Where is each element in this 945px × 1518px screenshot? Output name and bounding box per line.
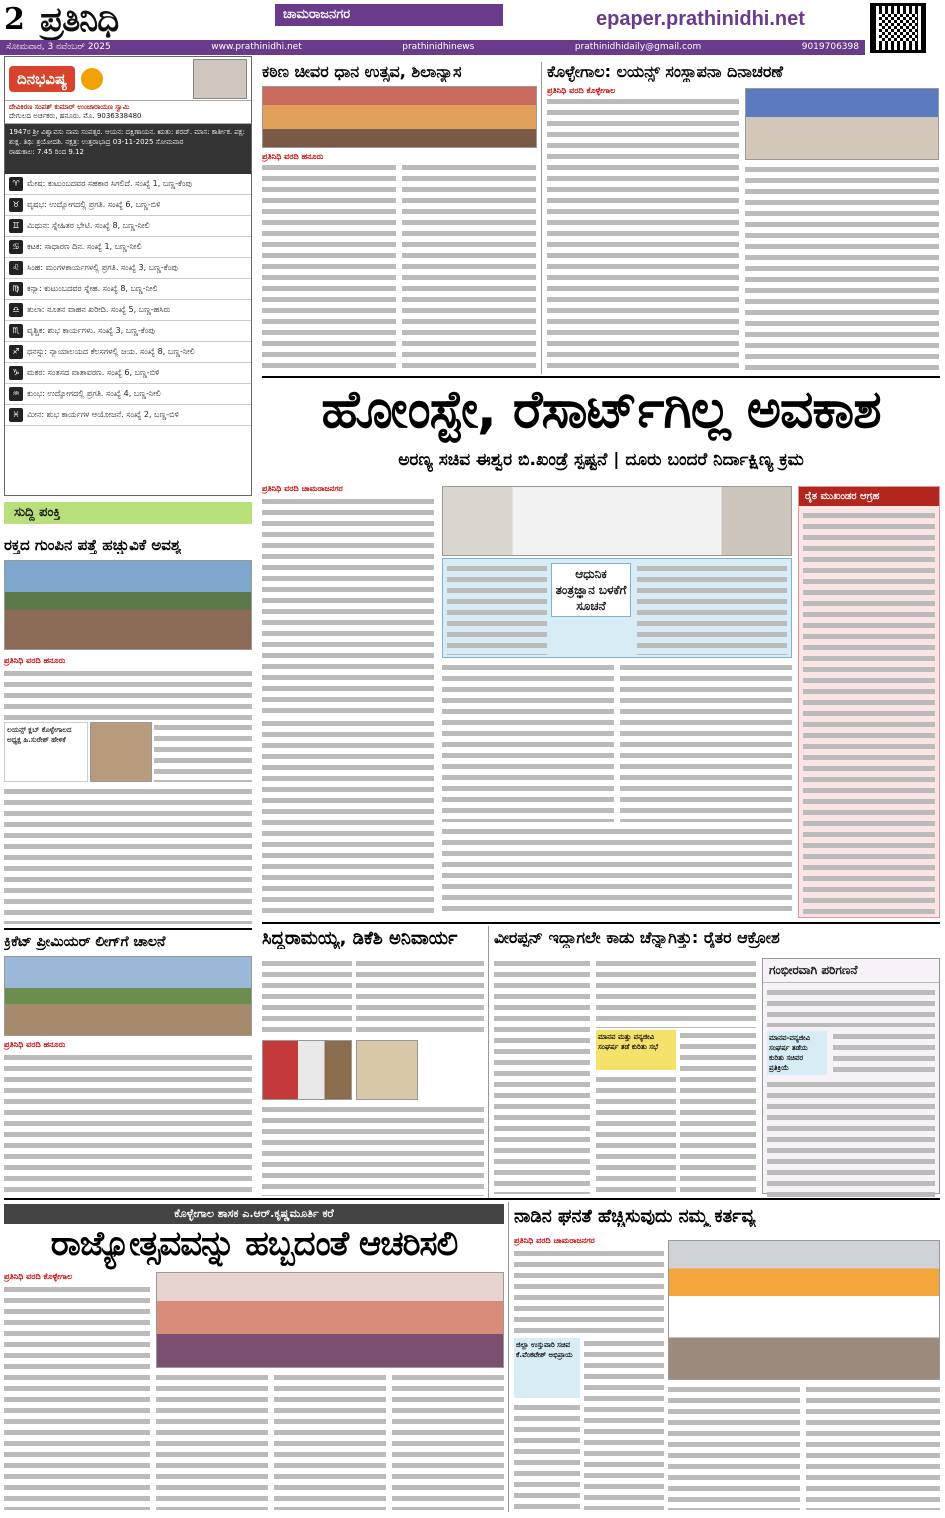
horoscope-text: ಮೀನ: ಶುಭ ಕಾರ್ಯಗಳ ಆಯೋಜನೆ. ಸಂಖ್ಯೆ 2, ಬಣ್ಣ-ಬಿಳಿ: [27, 410, 179, 419]
story-s5-body-2: [356, 958, 484, 1038]
zodiac-icon: ♏: [9, 324, 23, 338]
story-s6-body-4: [596, 1074, 676, 1194]
zodiac-icon: ♎: [9, 303, 23, 317]
lead-subhead: ಅರಣ್ಯ ಸಚಿವ ಈಶ್ವರ ಬಿ.ಖಂಡ್ರೆ ಸ್ಪಷ್ಟನೆ | ದೂರು ಬಂದರೆ ನಿರ್ದಾಕ್ಷಿಣ್ಯ ಕ್ರಮ: [398, 450, 804, 470]
story-s6b-headline: ಗಂಭೀರವಾಗಿ ಪರಿಗಣನೆ: [763, 959, 939, 983]
story-s5-headline: ಸಿದ್ದರಾಮಯ್ಯ, ಡಿಕೆಶಿ ಅನಿವಾರ್ಯ: [262, 928, 458, 949]
lead-body-2: [442, 662, 614, 822]
farmer-box: [798, 486, 940, 918]
horoscope-text: ಮಕರ: ಸಂತಸದ ವಾತಾವರಣ. ಸಂಖ್ಯೆ 6, ಬಣ್ಣ-ಬಿಳಿ: [27, 368, 160, 377]
horoscope-row: [5, 363, 251, 384]
story-s6-body: [494, 958, 590, 1194]
page-number: 2: [4, 2, 25, 37]
zodiac-icon: ♌: [9, 261, 23, 275]
horoscope-row: [5, 216, 251, 237]
story-s7-body-3: [274, 1372, 386, 1510]
astrologer-photo: [193, 59, 247, 99]
story-s8-photo: [668, 1240, 940, 1380]
story-s1-body-2: [402, 162, 536, 372]
phone-number: 9019706398: [801, 42, 859, 52]
horoscope-title: ದಿನಭವಿಷ್ಯ: [9, 66, 75, 92]
story-s8-byline: ಪ್ರತಿನಿಧಿ ವರದಿ ಚಾಮರಾಜನಗರ: [514, 1236, 595, 1245]
story-s7-body: [4, 1284, 150, 1510]
horoscope-text: ಕನ್ಯಾ: ಕುಟುಂಬದವರ ಸ್ನೇಹ. ಸಂಖ್ಯೆ 8, ಬಣ್ಣ-ನೀಲಿ: [27, 284, 158, 293]
story-s6-headline: ವೀರಪ್ಪನ್ ಇದ್ದಾಗಲೇ ಕಾಡು ಚೆನ್ನಾಗಿತ್ತು: ರೈತರ ಆಕ್ರೋಶ: [494, 928, 780, 947]
rahukala-text: ರಾಹುಕಾಲ: 7.45 ರಿಂದ 9.12: [9, 148, 84, 156]
lead-body: [262, 496, 434, 714]
horoscope-row: [5, 321, 251, 342]
horoscope-text: ಧನಸ್ಸು: ನ್ಯಾಯಾಲಯದ ಕೆಲಸಗಳಲ್ಲಿ ಜಯ. ಸಂಖ್ಯೆ 8, ಬಣ್ಣ-ನೀಲಿ: [27, 347, 195, 356]
horoscope-text: ಕಟಕ: ಸಾಧಾರಣ ದಿನ. ಸಂಖ್ಯೆ 1, ಬಣ್ಣ-ನೀಲಿ: [27, 242, 142, 251]
story-s1-photo: [262, 86, 537, 148]
story-s3-portrait: [90, 722, 152, 782]
story-s7-body-2: [156, 1372, 268, 1510]
story-s2-body: [547, 96, 739, 372]
story-s7-kicker: ಕೊಳ್ಳೇಗಾಲ ಶಾಸಕ ಎ.ಆರ್.ಕೃಷ್ಣಮೂರ್ತಿ ಕರೆ: [4, 1204, 504, 1224]
zodiac-icon: ♊: [9, 219, 23, 233]
story-s3-body: [4, 668, 252, 720]
horoscope-row: [5, 300, 251, 321]
farmer-box-label: ರೈತ ಮುಖಂಡರ ಆಗ್ರಹ: [799, 487, 939, 506]
lead-info-box: [442, 558, 792, 658]
story-s5-body: [262, 958, 352, 1038]
story-s2-byline: ಪ್ರತಿನಿಧಿ ವರದಿ ಕೊಳ್ಳೇಗಾಲ: [547, 86, 616, 95]
qr-code-icon[interactable]: [870, 3, 926, 53]
story-s6b-callout: ಮಾನವ-ವನ್ಯಜೀವಿ ಸಂಘರ್ಷ ತಡೆಯ ಕುರಿತು ಸಚಿವರ ಪ್ರತಿಕ್ರಿಯೆ: [767, 1031, 827, 1075]
story-s2-photo: [745, 88, 939, 160]
epaper-link[interactable]: epaper.prathinidhi.net: [596, 8, 805, 30]
horoscope-panel: [4, 56, 252, 496]
website-link[interactable]: www.prathinidhi.net: [211, 42, 302, 52]
social-handle[interactable]: prathinidhinews: [402, 42, 475, 52]
story-s4-headline: ಕ್ರಿಕೆಟ್ ಪ್ರೀಮಿಯರ್ ಲೀಗ್‌ಗೆ ಚಾಲನೆ: [4, 934, 166, 950]
zodiac-icon: ♐: [9, 345, 23, 359]
horoscope-row: [5, 174, 251, 195]
horoscope-list: [5, 174, 251, 426]
story-s1-byline: ಪ್ರತಿನಿಧಿ ವರದಿ ಹನೂರು: [262, 152, 324, 161]
story-s8-body-3: [514, 1402, 580, 1510]
newspaper-logo: ಪ್ರತಿನಿಧಿ: [40, 0, 119, 40]
story-s8-body-2: [584, 1338, 664, 1510]
zodiac-icon: ♒: [9, 387, 23, 401]
horoscope-text: ವೃಶ್ಚಿಕ: ಶುಭ ಕಾರ್ಯಗಳು. ಸಂಖ್ಯೆ 3, ಬಣ್ಣ-ಕೆಂಪು: [27, 326, 155, 335]
story-s5-body-3: [262, 1104, 484, 1196]
zodiac-icon: ♑: [9, 366, 23, 380]
edition-label: ಚಾಮರಾಜನಗರ: [275, 4, 503, 26]
story-s1-body: [262, 162, 396, 372]
story-s5-photo: [262, 1040, 352, 1100]
story-s6-body-2: [596, 958, 756, 1028]
story-s8-callout: ಜಿಲ್ಲಾ ಉಸ್ತುವಾರಿ ಸಚಿವ ಕೆ.ವೆಂಕಟೇಶ್ ಅಭಿಪ್ರಾಯ: [514, 1338, 580, 1398]
story-s6b-box: [762, 958, 940, 1194]
panchang-text: 1947ರ ಶ್ರೀ ವಿಶ್ವಾವಸು ನಾಮ ಸಂವತ್ಸರ. ಆಯನ: ದಕ್ಷಿಣಾಯನ. ಋತು: ಶರದ್. ಮಾಸ: ಕಾರ್ತೀಕ. ಪಕ್ಷ: ಶುಕ್ಲ. ತಿಥಿ: ತ್ರಯೋದಶಿ. ನಕ್ಷತ್ರ: ಉತ್ತರಾಭಾದ್ರ 03-11-2025 ಸೋಮವಾರ: [9, 128, 245, 146]
horoscope-row: [5, 279, 251, 300]
story-s7-body-4: [392, 1372, 504, 1510]
story-s8-body: [514, 1248, 664, 1334]
zodiac-icon: ♋: [9, 240, 23, 254]
story-s2-body-2: [745, 164, 939, 372]
info-bar: [0, 40, 865, 55]
horoscope-author-place: ದೇಗುಲದ ಅರ್ಚಕರು, ಹನೂರು. ಮೊ. 9036338480: [9, 112, 142, 120]
story-s2-headline: ಕೊಳ್ಳೇಗಾಲ: ಲಯನ್ಸ್ ಸಂಸ್ಥಾಪನಾ ದಿನಾಚರಣೆ: [547, 62, 783, 81]
story-s6-body-3: [680, 1030, 756, 1194]
issue-date: ಸೋಮವಾರ, 3 ನವೆಂಬರ್ 2025: [6, 42, 111, 52]
sun-icon: [81, 68, 103, 90]
story-s3-headline: ರಕ್ತದ ಗುಂಪಿನ ಪತ್ತೆ ಹಚ್ಚುವಿಕೆ ಅವಶ್ಯ: [4, 536, 182, 554]
horoscope-row: [5, 342, 251, 363]
story-s7-byline: ಪ್ರತಿನಿಧಿ ವರದಿ ಕೊಳ್ಳೇಗಾಲ: [4, 1272, 73, 1281]
zodiac-icon: ♍: [9, 282, 23, 296]
horoscope-row: [5, 195, 251, 216]
story-s1-headline: ಕಠಿಣ ಚೀವರ ಧಾನ ಉತ್ಸವ, ಶಿಲಾನ್ಯಾಸ: [262, 62, 462, 81]
story-s7-headline: ರಾಜ್ಯೋತ್ಸವವನ್ನು ಹಬ್ಬದಂತೆ ಆಚರಿಸಲಿ: [50, 1224, 458, 1264]
story-s3-caption-box: ಲಯನ್ಸ್ ಕ್ಲಬ್ ಕೊಳ್ಳೇಗಾಲದ ಅಧ್ಯಕ್ಷ ಹಿ.ಸುರೇಶ್ ಹೇಳಿಕೆ: [4, 722, 88, 782]
lead-headline: ಹೋಂಸ್ಟೇ, ರೆಸಾರ್ಟ್‌ಗಿಲ್ಲ ಅವಕಾಶ: [321, 380, 881, 440]
horoscope-row: [5, 384, 251, 405]
horoscope-row: [5, 405, 251, 426]
story-s6-callout: ಮಾನವ ಮತ್ತು ವನ್ಯಜೀವಿ ಸಂಘರ್ಷ ತಡೆ ಕುರಿತು ಸಭೆ: [596, 1030, 676, 1070]
story-s3-photo: [4, 560, 252, 650]
story-s8-body-5: [806, 1384, 940, 1510]
lead-body-3: [620, 662, 792, 822]
horoscope-row: [5, 258, 251, 279]
horoscope-text: ಸಿಂಹ: ಮಂಗಳಕಾರ್ಯಗಳಲ್ಲಿ ಪ್ರಗತಿ. ಸಂಖ್ಯೆ 3, ಬಣ್ಣ-ಕೆಂಪು: [27, 263, 178, 272]
horoscope-text: ವೃಷಭ: ಉದ್ಯೋಗದಲ್ಲಿ ಪ್ರಗತಿ. ಸಂಖ್ಯೆ 6, ಬಣ್ಣ-ಬಿಳಿ: [27, 200, 161, 209]
horoscope-text: ಮಿಥುನ: ಸ್ನೇಹಿತರ ಭೇಟಿ. ಸಂಖ್ಯೆ 8, ಬಣ್ಣ-ನೀಲಿ: [27, 221, 150, 230]
story-s3-body-3: [4, 786, 252, 924]
email-link[interactable]: prathinidhidaily@gmail.com: [574, 42, 702, 52]
zodiac-icon: ♉: [9, 198, 23, 212]
story-s5-photo-2: [356, 1040, 418, 1100]
story-s8-body-4: [668, 1384, 800, 1510]
lead-pullquote: ಆಧುನಿಕ ತಂತ್ರಜ್ಞಾನ ಬಳಕೆಗೆ ಸೂಚನೆ: [551, 563, 631, 617]
zodiac-icon: ♈: [9, 177, 23, 191]
story-s3-byline: ಪ್ರತಿನಿಧಿ ವರದಿ ಹನೂರು: [4, 656, 66, 665]
horoscope-text: ಮೇಷ: ಕುಟುಂಬದವರ ಸಹಕಾರ ಸಿಗಲಿದೆ. ಸಂಖ್ಯೆ 1, ಬಣ್ಣ-ಕೆಂಪು: [27, 179, 192, 188]
horoscope-author: ದೇವಿಕಿರಣ ಸಂಪತ್ ಕುಮಾರ್ ಉಂಚಾರಾಯಣ ಸ್ವಾಮಿ: [9, 103, 130, 111]
story-s8-headline: ನಾಡಿನ ಘನತೆ ಹೆಚ್ಚಿಸುವುದು ನಮ್ಮ ಕರ್ತವ್ಯ: [514, 1206, 756, 1227]
story-s7-photo: [156, 1272, 504, 1368]
horoscope-row: [5, 237, 251, 258]
section-label: ಸುದ್ದಿ ಪಂಕ್ತಿ: [4, 502, 252, 524]
story-s3-body-2: [154, 722, 252, 782]
masthead: [0, 0, 945, 40]
lead-body-5: [442, 826, 792, 916]
lead-body-4: [262, 718, 434, 914]
lead-byline: ಪ್ರತಿನಿಧಿ ವರದಿ ಚಾಮರಾಜನಗರ: [262, 484, 343, 493]
horoscope-text: ತುಲಾ: ನೂತನ ವಾಹನ ಖರೀದಿ. ಸಂಖ್ಯೆ 5, ಬಣ್ಣ-ಹಸಿರು: [27, 305, 171, 314]
story-s4-byline: ಪ್ರತಿನಿಧಿ ವರದಿ ಹನೂರು: [4, 1040, 66, 1049]
story-s4-body: [4, 1052, 252, 1194]
horoscope-text: ಕುಂಭ: ಉದ್ಯೋಗದಲ್ಲಿ ಪ್ರಗತಿ. ಸಂಖ್ಯೆ 4, ಬಣ್ಣ-ನೀಲಿ: [27, 389, 161, 398]
story-s4-photo: [4, 956, 252, 1036]
zodiac-icon: ♓: [9, 408, 23, 422]
lead-photo: [442, 486, 792, 556]
